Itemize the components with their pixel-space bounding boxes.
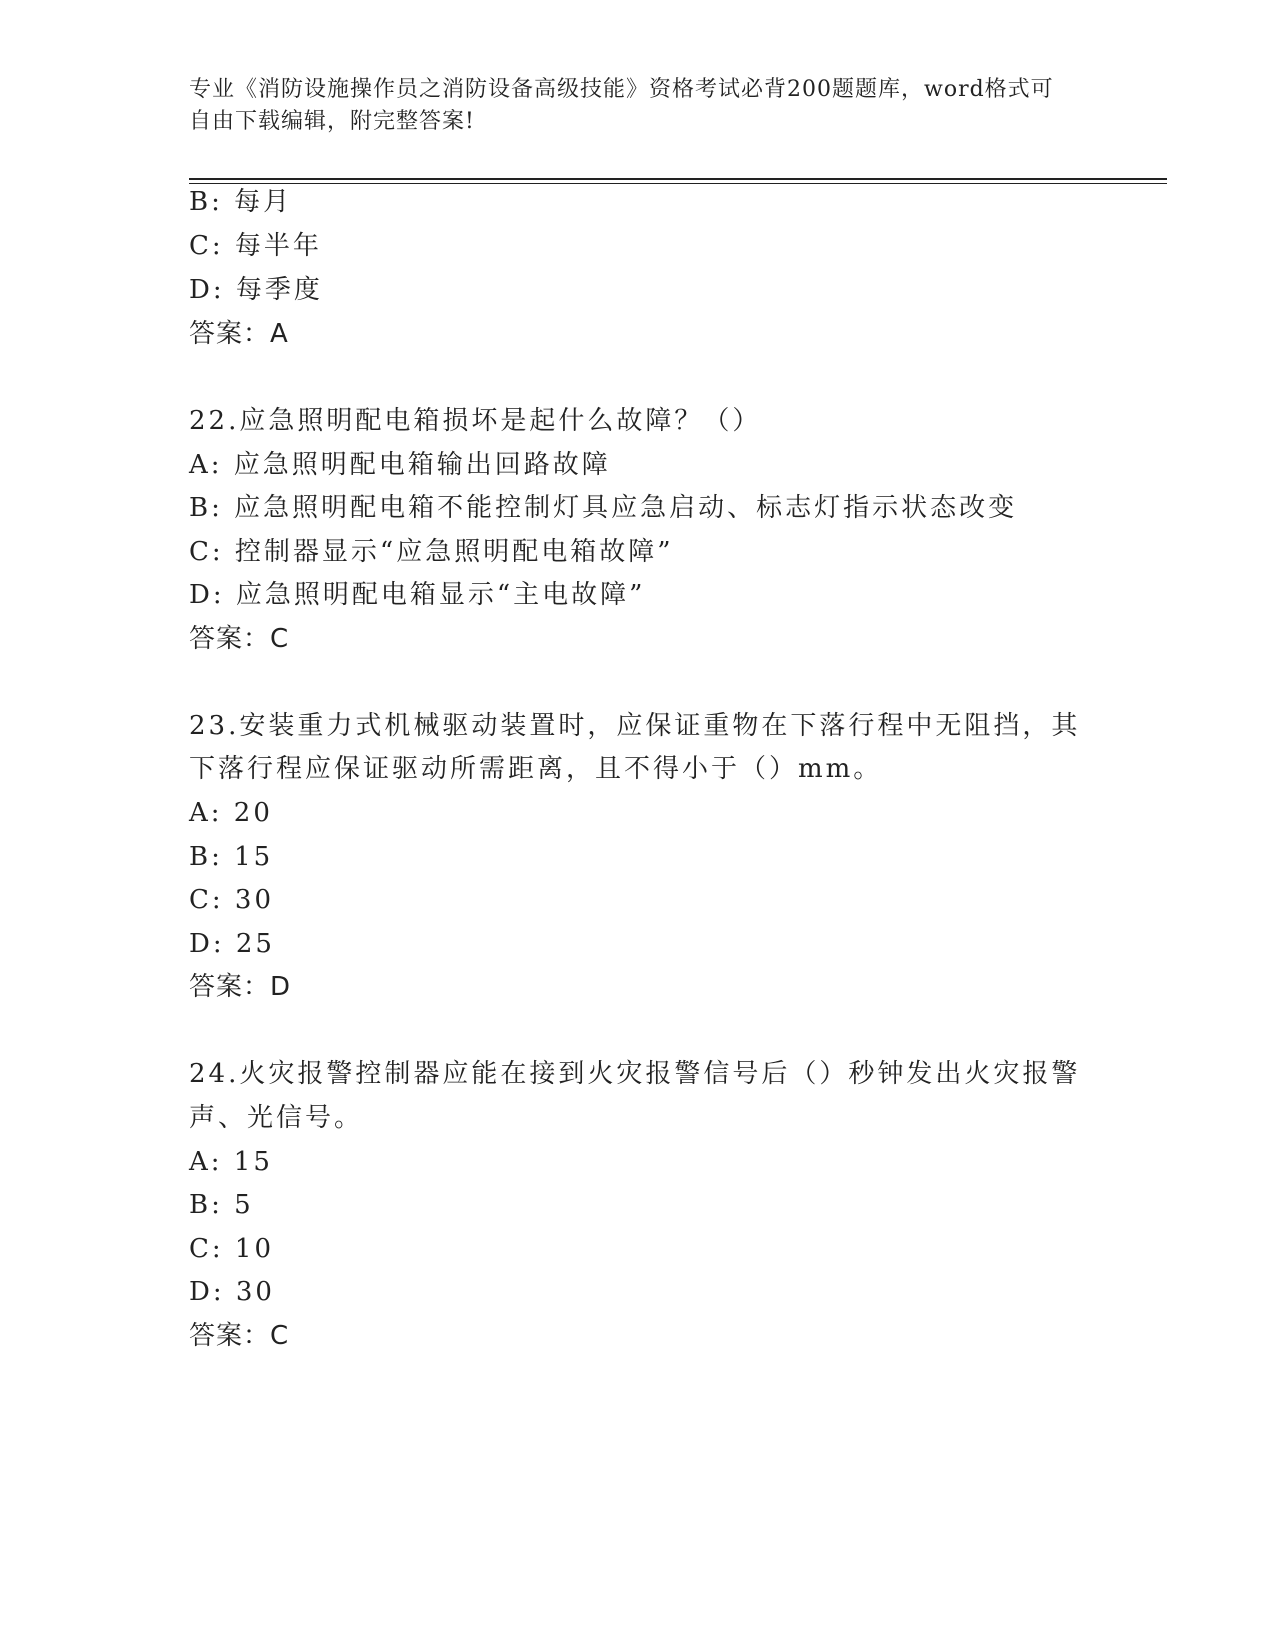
question-24-stem-line-2: 声、光信号。 bbox=[189, 1103, 364, 1133]
prev-question-option-c: C: 每半年 bbox=[189, 231, 322, 261]
question-24-option-a: A: 15 bbox=[189, 1147, 273, 1177]
question-24-option-d: D: 30 bbox=[189, 1277, 275, 1307]
question-23-option-b: B: 15 bbox=[189, 842, 274, 872]
question-23-option-d: D: 25 bbox=[189, 929, 275, 959]
document-header: 专业《消防设施操作员之消防设备高级技能》资格考试必背200题题库，word格式可自由下载编辑，附完整答案! bbox=[189, 77, 1054, 134]
question-24-stem-line-1: 24.火灾报警控制器应能在接到火灾报警信号后（）秒钟发出火灾报警 bbox=[189, 1059, 1081, 1089]
question-22-option-a: A: 应急照明配电箱输出回路故障 bbox=[189, 450, 611, 480]
header-divider bbox=[189, 178, 1167, 180]
question-23-option-a: A: 20 bbox=[189, 798, 273, 828]
question-24-answer: 答案：C bbox=[189, 1321, 290, 1351]
question-22-option-b: B: 应急照明配电箱不能控制灯具应急启动、标志灯指示状态改变 bbox=[189, 493, 1018, 523]
header-divider-thin bbox=[189, 183, 1167, 184]
prev-question-option-b: B: 每月 bbox=[189, 187, 293, 217]
question-22-stem: 22.应急照明配电箱损坏是起什么故障？（） bbox=[189, 406, 762, 436]
question-24-option-b: B: 5 bbox=[189, 1190, 254, 1220]
question-22-option-c: C: 控制器显示“应急照明配电箱故障” bbox=[189, 537, 674, 567]
question-22-option-d: D: 应急照明配电箱显示“主电故障” bbox=[189, 580, 646, 610]
question-24-option-c: C: 10 bbox=[189, 1234, 275, 1264]
question-22-answer: 答案：C bbox=[189, 624, 290, 654]
question-23-stem-line-2: 下落行程应保证驱动所需距离，且不得小于（）mm。 bbox=[189, 754, 883, 784]
prev-question-answer: 答案：A bbox=[189, 319, 289, 349]
prev-question-option-d: D: 每季度 bbox=[189, 275, 323, 305]
question-23-stem-line-1: 23.安装重力式机械驱动装置时，应保证重物在下落行程中无阻挡，其 bbox=[189, 711, 1081, 741]
question-23-option-c: C: 30 bbox=[189, 885, 275, 915]
question-23-answer: 答案：D bbox=[189, 972, 292, 1002]
